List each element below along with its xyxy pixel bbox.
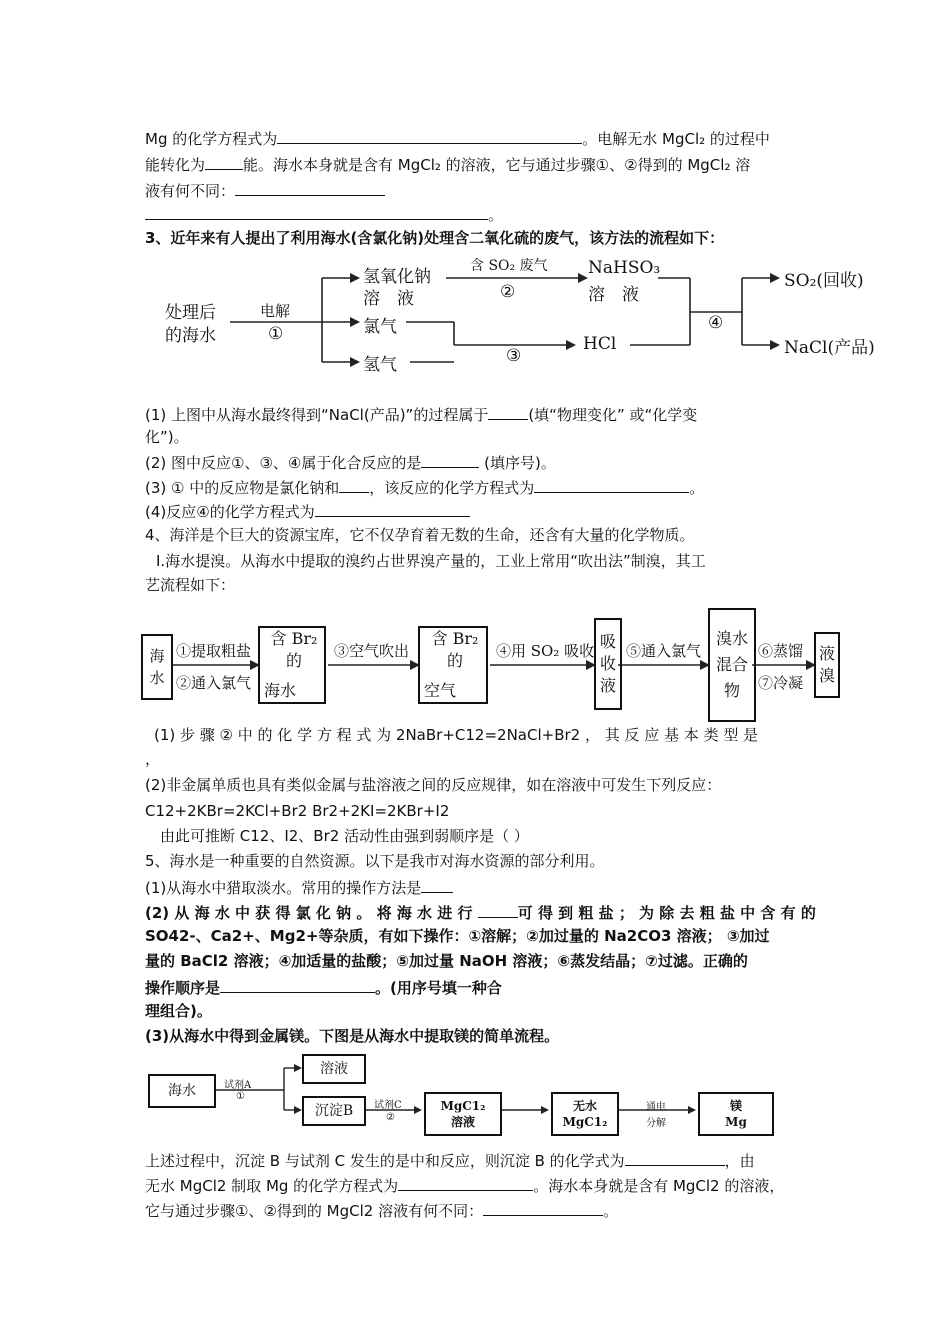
naoh-label: 氢氧化钠 xyxy=(363,267,431,287)
step5-chlorine-label: ⑤通入氯气 xyxy=(626,642,702,660)
step4-label: ④ xyxy=(708,313,724,333)
q3-text: ，该反应的化学方程式为 xyxy=(369,479,535,497)
nacl-product-label: NaCl(产品) xyxy=(784,338,875,358)
electrify-label: 通电 xyxy=(646,1102,666,1113)
q5-text: 可 得 到 粗 盐 ； 为 除 去 粗 盐 中 含 有 的 xyxy=(517,904,816,922)
q5-answer-line3 xyxy=(145,1199,618,1221)
top-text: 。 xyxy=(488,206,504,224)
mgcl2-solution-box xyxy=(424,1092,502,1136)
solution-box: 溶液 xyxy=(302,1054,366,1084)
nahso3-label-2: 溶 液 xyxy=(588,285,639,305)
q3-text: (4)反应④的化学方程式为 xyxy=(145,503,315,521)
step7-condense-label: ⑦冷凝 xyxy=(758,674,804,692)
so2-gas-label: 含 SO₂ 废气 xyxy=(470,258,548,274)
step4-so2-label: ④用 SO₂ 吸收 xyxy=(496,642,595,660)
q3-text: (1) 上图中从海水最终得到“NaCl(产品)”的过程属于 xyxy=(145,406,489,424)
hcl-label: HCl xyxy=(583,334,617,354)
naoh-label-2: 溶 液 xyxy=(363,289,414,309)
top-text: 液有何不同： xyxy=(145,182,236,200)
q3-text: (填序号)。 xyxy=(479,454,556,472)
blank[interactable] xyxy=(398,1174,533,1191)
decompose-label: 分解 xyxy=(646,1118,666,1129)
seawater-label-2: 的海水 xyxy=(165,326,216,346)
box-char: 水 xyxy=(149,669,165,687)
box-char: 吸 xyxy=(599,632,616,651)
q5-answer-line1 xyxy=(145,1149,755,1171)
q4-intro-2: 艺流程如下： xyxy=(145,576,236,594)
top-text: Mg 的化学方程式为 xyxy=(145,130,278,148)
step2-label: ② xyxy=(386,1112,395,1123)
q5-text: 。(用序号填一种合 xyxy=(375,979,502,997)
box-char: 液 xyxy=(818,644,835,663)
box-line: 镁 xyxy=(729,1099,742,1113)
q4-part2-equations: C12+2KBr=2KCl+Br2 Br2+2KI=2KBr+I2 xyxy=(145,802,450,820)
precipitate-b-box: 沉淀B xyxy=(302,1096,366,1126)
box-line: MgC1₂ xyxy=(562,1115,608,1129)
q5-text: 无水 MgCl2 制取 Mg 的化学方程式为 xyxy=(145,1177,399,1195)
box-char: 收 xyxy=(599,654,616,673)
reagent-c-label: 试剂C xyxy=(374,1100,402,1111)
step2-label: ② xyxy=(500,282,516,302)
q4-part2: (2)非金属单质也具有类似金属与盐溶液之间的反应规律，如在溶液中可发生下列反应： xyxy=(145,776,722,794)
blank[interactable] xyxy=(625,1149,725,1166)
top-text: 。电解无水 MgCl₂ 的过程中 xyxy=(582,130,770,148)
top-text: 能转化为 xyxy=(145,156,206,174)
q5-text: 它与通过步骤①、②得到的 MgCl2 溶液有何不同： xyxy=(145,1202,484,1220)
box-line: 混合 xyxy=(715,655,748,674)
step1-label: ① xyxy=(268,324,284,344)
q3-text: (2) 图中反应①、③、④属于化合反应的是 xyxy=(145,454,422,472)
reagent-a-label: 试剂A xyxy=(224,1080,252,1091)
box-line: 空气 xyxy=(424,681,457,700)
anhydrous-mgcl2-box xyxy=(551,1092,619,1136)
magnesium-box xyxy=(698,1092,774,1136)
nahso3-label: NaHSO₃ xyxy=(588,258,661,278)
q4-part2-question: 由此可推断 C12、I2、Br2 活动性由强到弱顺序是（ ） xyxy=(160,827,529,845)
q3-text: (填“物理变化” 或“化学变 xyxy=(528,406,698,424)
q5-title: 5、海水是一种重要的自然资源。以下是我市对海水资源的部分利用。 xyxy=(145,852,605,870)
q5-text: (1)从海水中猎取淡水。常用的操作方法是 xyxy=(145,879,422,897)
q4-intro-1: Ⅰ.海水提溴。从海水中提取的溴约占世界溴产量的，工业上常用“吹出法”制溴，其工 xyxy=(156,552,706,570)
box-line: 含 Br₂ 的 xyxy=(431,629,479,670)
box-line: 物 xyxy=(723,681,740,700)
box-line: 溶液 xyxy=(450,1115,475,1129)
seawater-box: 海水 xyxy=(148,1074,216,1108)
top-text: 能。海水本身就是含有 MgCl₂ 的溶液，它与通过步骤①、②得到的 MgCl₂ 溶 xyxy=(243,156,751,174)
box-line: 含 Br₂ 的 xyxy=(270,629,318,670)
box-line: 海水 xyxy=(264,681,297,700)
box-char: 海 xyxy=(149,647,165,665)
step1-label: ① xyxy=(236,1091,245,1102)
so2-recover-label: SO₂(回收) xyxy=(784,271,864,291)
q5-part2-line3: 量的 BaCl2 溶液；④加适量的盐酸；⑤加过量 NaOH 溶液；⑥蒸发结晶；⑦过滤。正确的 xyxy=(145,952,748,970)
q3-title: 3、近年来有人提出了利用海水(含氯化钠)处理含二氧化硫的废气，该方法的流程如下： xyxy=(145,229,725,247)
q5-text: 上述过程中，沉淀 B 与试剂 C 发生的是中和反应，则沉淀 B 的化学式为 xyxy=(145,1152,625,1170)
q3-part1-cont: 化”)。 xyxy=(145,428,189,446)
q4-title: 4、海洋是个巨大的资源宝库，它不仅孕育着无数的生命，还含有大量的化学物质。 xyxy=(145,526,695,544)
electrolysis-label: 电解 xyxy=(260,302,291,320)
h2-label: 氢气 xyxy=(363,355,397,375)
q5-part2-line2: SO42-、Ca2+、Mg2+等杂质，有如下操作：①溶解；②加过量的 Na2CO3 溶液； ③加过 xyxy=(145,927,770,945)
seawater-label: 处理后 xyxy=(165,303,216,323)
q5-part3: (3)从海水中得到金属镁。下图是从海水中提取镁的简单流程。 xyxy=(145,1027,560,1045)
q3-text: (3) ① 中的反应物是氯化钠和 xyxy=(145,479,340,497)
q5-part2-line5: 理组合)。 xyxy=(145,1002,212,1020)
q5-text: 。海水本身就是含有 MgCl2 的溶液， xyxy=(533,1177,785,1195)
blank[interactable] xyxy=(483,1199,603,1216)
q4-part1: (1) 步 骤 ② 中 的 化 学 方 程 式 为 2NaBr+C12=2NaCl+Br2 ， 其 反 应 基 本 类 型 是 xyxy=(154,726,759,744)
box-line: 溴水 xyxy=(715,629,748,648)
box-line: 无水 xyxy=(572,1099,597,1113)
box-char: 液 xyxy=(599,676,616,695)
q4-part1-end: ， xyxy=(145,750,161,768)
box-line: Mg xyxy=(725,1115,747,1129)
q5-answer-line2 xyxy=(145,1174,784,1196)
step1-extract-label: ①提取粗盐 xyxy=(176,642,252,660)
q3-text: 。 xyxy=(689,479,705,497)
cl2-label: 氯气 xyxy=(363,317,397,337)
box-line: MgC1₂ xyxy=(440,1099,486,1113)
step3-label: ③ xyxy=(506,346,522,366)
step3-air-label: ③空气吹出 xyxy=(334,642,410,660)
q5-text: ，由 xyxy=(724,1152,755,1170)
q5-text: 。 xyxy=(603,1202,619,1220)
step6-distill-label: ⑥蒸馏 xyxy=(758,642,804,660)
box-char: 溴 xyxy=(818,666,835,685)
step2-chlorine-label: ②通入氯气 xyxy=(176,674,252,692)
q5-text: (2) 从 海 水 中 获 得 氯 化 钠 。 将 海 水 进 行 xyxy=(145,904,478,922)
q5-text: 操作顺序是 xyxy=(145,979,221,997)
